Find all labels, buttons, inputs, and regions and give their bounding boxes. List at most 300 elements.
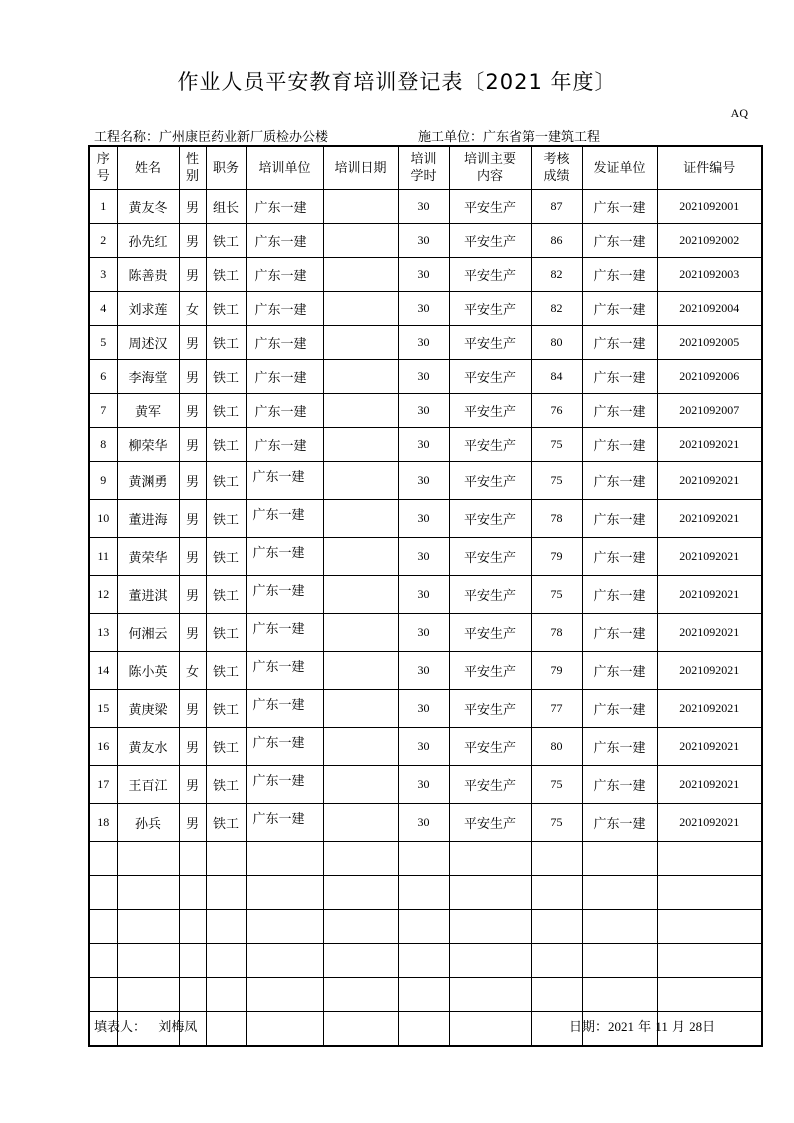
cell-gender: 男 <box>179 538 206 576</box>
cell-seq: 10 <box>89 500 117 538</box>
table-row <box>89 462 762 500</box>
cell-content: 平安生产 <box>449 804 531 842</box>
cell-cert: 2021092003 <box>657 258 762 292</box>
cell-issuer: 广东一建 <box>582 766 657 804</box>
cell-issuer: 广东一建 <box>582 428 657 462</box>
cell-unit: 广东一建 <box>246 394 323 428</box>
cell-position: 铁工 <box>206 652 246 690</box>
empty-cell <box>582 944 657 978</box>
empty-cell <box>531 842 582 876</box>
cell-unit: 广东一建 <box>246 462 323 500</box>
cell-position: 铁工 <box>206 614 246 652</box>
cell-content: 平安生产 <box>449 614 531 652</box>
cell-hours: 30 <box>398 614 449 652</box>
table-row <box>89 224 762 258</box>
contractor-value: 广东省第一建筑工程 <box>483 130 601 145</box>
cell-issuer: 广东一建 <box>582 652 657 690</box>
cell-name: 陈小英 <box>117 652 179 690</box>
cell-cert: 2021092004 <box>657 292 762 326</box>
empty-cell <box>657 876 762 910</box>
empty-cell <box>398 910 449 944</box>
empty-cell <box>531 944 582 978</box>
empty-cell <box>449 910 531 944</box>
cell-gender: 男 <box>179 728 206 766</box>
cell-seq: 7 <box>89 394 117 428</box>
cell-name: 刘求莲 <box>117 292 179 326</box>
cell-date <box>323 462 398 500</box>
empty-cell <box>449 944 531 978</box>
cell-position: 铁工 <box>206 538 246 576</box>
cell-score: 84 <box>531 360 582 394</box>
project-value: 广州康臣药业新厂质检办公楼 <box>159 130 329 145</box>
cell-gender: 女 <box>179 292 206 326</box>
empty-row <box>89 978 762 1012</box>
header-position: 职务 <box>206 146 246 190</box>
cell-hours: 30 <box>398 728 449 766</box>
cell-date <box>323 190 398 224</box>
cell-gender: 男 <box>179 766 206 804</box>
cell-hours: 30 <box>398 766 449 804</box>
cell-name: 周述汉 <box>117 326 179 360</box>
cell-score: 75 <box>531 766 582 804</box>
empty-cell <box>117 910 179 944</box>
cell-content: 平安生产 <box>449 576 531 614</box>
empty-cell <box>89 910 117 944</box>
cell-cert: 2021092021 <box>657 538 762 576</box>
empty-cell <box>657 978 762 1012</box>
cell-cert: 2021092021 <box>657 690 762 728</box>
cell-score: 82 <box>531 292 582 326</box>
header-unit: 培训单位 <box>246 146 323 190</box>
filler-name: 刘梅凤 <box>158 1020 198 1035</box>
cell-score: 75 <box>531 428 582 462</box>
cell-cert: 2021092021 <box>657 766 762 804</box>
empty-cell <box>582 842 657 876</box>
empty-cell <box>179 910 206 944</box>
cell-issuer: 广东一建 <box>582 190 657 224</box>
table-row <box>89 428 762 462</box>
empty-cell <box>323 910 398 944</box>
cell-issuer: 广东一建 <box>582 224 657 258</box>
cell-date <box>323 766 398 804</box>
cell-name: 孙兵 <box>117 804 179 842</box>
cell-name: 黄友冬 <box>117 190 179 224</box>
cell-cert: 2021092021 <box>657 614 762 652</box>
document-title: 作业人员平安教育培训登记表〔2021 年度〕 <box>177 70 617 94</box>
cell-seq: 16 <box>89 728 117 766</box>
cell-seq: 11 <box>89 538 117 576</box>
empty-cell <box>657 910 762 944</box>
cell-score: 79 <box>531 652 582 690</box>
cell-gender: 男 <box>179 224 206 258</box>
project-label: 工程名称： <box>94 130 160 145</box>
cell-content: 平安生产 <box>449 462 531 500</box>
cell-cert: 2021092006 <box>657 360 762 394</box>
cell-gender: 男 <box>179 258 206 292</box>
cell-gender: 男 <box>179 394 206 428</box>
empty-cell <box>398 978 449 1012</box>
date-month: 11 <box>655 1019 668 1034</box>
cell-name: 何湘云 <box>117 614 179 652</box>
table-row <box>89 292 762 326</box>
cell-cert: 2021092021 <box>657 728 762 766</box>
cell-issuer: 广东一建 <box>582 500 657 538</box>
empty-cell <box>206 1012 246 1047</box>
cell-seq: 9 <box>89 462 117 500</box>
cell-name: 黄庚梁 <box>117 690 179 728</box>
cell-position: 铁工 <box>206 690 246 728</box>
cell-name: 黄友水 <box>117 728 179 766</box>
empty-cell <box>206 978 246 1012</box>
header-content: 培训主要内容 <box>449 146 531 190</box>
empty-cell <box>531 978 582 1012</box>
cell-position: 铁工 <box>206 428 246 462</box>
cell-hours: 30 <box>398 258 449 292</box>
cell-name: 孙先红 <box>117 224 179 258</box>
cell-name: 黄军 <box>117 394 179 428</box>
cell-date <box>323 360 398 394</box>
cell-unit: 广东一建 <box>246 190 323 224</box>
cell-score: 80 <box>531 728 582 766</box>
cell-cert: 2021092021 <box>657 428 762 462</box>
cell-position: 铁工 <box>206 766 246 804</box>
cell-content: 平安生产 <box>449 258 531 292</box>
cell-unit: 广东一建 <box>246 258 323 292</box>
contractor-label: 施工单位： <box>418 130 484 145</box>
cell-date <box>323 728 398 766</box>
cell-hours: 30 <box>398 804 449 842</box>
cell-unit: 广东一建 <box>246 538 323 576</box>
cell-date <box>323 224 398 258</box>
cell-unit: 广东一建 <box>246 292 323 326</box>
cell-issuer: 广东一建 <box>582 258 657 292</box>
cell-issuer: 广东一建 <box>582 690 657 728</box>
cell-gender: 男 <box>179 690 206 728</box>
cell-content: 平安生产 <box>449 500 531 538</box>
cell-content: 平安生产 <box>449 428 531 462</box>
cell-score: 82 <box>531 258 582 292</box>
empty-cell <box>449 978 531 1012</box>
cell-position: 铁工 <box>206 500 246 538</box>
empty-cell <box>206 910 246 944</box>
cell-score: 86 <box>531 224 582 258</box>
cell-seq: 4 <box>89 292 117 326</box>
empty-cell <box>582 876 657 910</box>
cell-unit: 广东一建 <box>246 766 323 804</box>
cell-gender: 男 <box>179 576 206 614</box>
cell-seq: 17 <box>89 766 117 804</box>
cell-gender: 女 <box>179 652 206 690</box>
cell-issuer: 广东一建 <box>582 394 657 428</box>
cell-position: 铁工 <box>206 258 246 292</box>
cell-hours: 30 <box>398 538 449 576</box>
date-label: 日期： <box>569 1020 609 1035</box>
empty-cell <box>117 876 179 910</box>
empty-cell <box>323 978 398 1012</box>
cell-hours: 30 <box>398 224 449 258</box>
cell-date <box>323 576 398 614</box>
cell-name: 王百江 <box>117 766 179 804</box>
cell-score: 77 <box>531 690 582 728</box>
cell-issuer: 广东一建 <box>582 538 657 576</box>
cell-date <box>323 614 398 652</box>
cell-cert: 2021092021 <box>657 576 762 614</box>
cell-position: 组长 <box>206 190 246 224</box>
cell-score: 75 <box>531 576 582 614</box>
header-row <box>89 146 762 190</box>
cell-gender: 男 <box>179 804 206 842</box>
empty-cell <box>582 978 657 1012</box>
cell-cert: 2021092007 <box>657 394 762 428</box>
empty-cell <box>398 944 449 978</box>
training-register-table <box>88 145 763 1047</box>
table-body <box>89 190 762 1047</box>
cell-issuer: 广东一建 <box>582 360 657 394</box>
cell-cert: 2021092021 <box>657 500 762 538</box>
empty-cell <box>179 876 206 910</box>
empty-cell <box>531 876 582 910</box>
cell-issuer: 广东一建 <box>582 326 657 360</box>
cell-cert: 2021092002 <box>657 224 762 258</box>
header-cert: 证件编号 <box>657 146 762 190</box>
cell-content: 平安生产 <box>449 766 531 804</box>
cell-hours: 30 <box>398 576 449 614</box>
cell-cert: 2021092021 <box>657 804 762 842</box>
cell-seq: 8 <box>89 428 117 462</box>
cell-unit: 广东一建 <box>246 804 323 842</box>
empty-cell <box>323 944 398 978</box>
cell-content: 平安生产 <box>449 326 531 360</box>
table-row <box>89 766 762 804</box>
empty-cell <box>117 944 179 978</box>
header-hours: 培训学时 <box>398 146 449 190</box>
cell-score: 75 <box>531 804 582 842</box>
header-date: 培训日期 <box>323 146 398 190</box>
cell-cert: 2021092001 <box>657 190 762 224</box>
cell-issuer: 广东一建 <box>582 614 657 652</box>
cell-unit: 广东一建 <box>246 326 323 360</box>
table-row <box>89 614 762 652</box>
empty-cell <box>179 944 206 978</box>
empty-cell <box>246 876 323 910</box>
empty-cell <box>89 876 117 910</box>
cell-gender: 男 <box>179 500 206 538</box>
date-year: 2021 <box>608 1019 635 1034</box>
cell-date <box>323 804 398 842</box>
year-unit: 年 <box>638 1020 652 1035</box>
form-code: AQ <box>730 106 748 120</box>
table-row <box>89 728 762 766</box>
month-unit: 月 <box>671 1020 685 1035</box>
table-row <box>89 190 762 224</box>
empty-cell <box>246 1012 323 1047</box>
cell-content: 平安生产 <box>449 652 531 690</box>
cell-score: 75 <box>531 462 582 500</box>
cell-gender: 男 <box>179 360 206 394</box>
cell-name: 董进淇 <box>117 576 179 614</box>
cell-seq: 5 <box>89 326 117 360</box>
cell-issuer: 广东一建 <box>582 728 657 766</box>
empty-cell <box>179 842 206 876</box>
empty-cell <box>246 842 323 876</box>
cell-position: 铁工 <box>206 728 246 766</box>
cell-date <box>323 428 398 462</box>
table-row <box>89 652 762 690</box>
table-row <box>89 258 762 292</box>
cell-name: 李海堂 <box>117 360 179 394</box>
project-name-line <box>94 126 328 145</box>
table-row <box>89 690 762 728</box>
cell-date <box>323 394 398 428</box>
cell-gender: 男 <box>179 614 206 652</box>
cell-hours: 30 <box>398 652 449 690</box>
cell-seq: 18 <box>89 804 117 842</box>
cell-gender: 男 <box>179 428 206 462</box>
filler-line <box>94 1016 197 1035</box>
empty-cell <box>398 1012 449 1047</box>
filler-label: 填表人： <box>94 1020 147 1035</box>
cell-issuer: 广东一建 <box>582 576 657 614</box>
table-row <box>89 538 762 576</box>
empty-cell <box>206 944 246 978</box>
cell-name: 黄荣华 <box>117 538 179 576</box>
cell-hours: 30 <box>398 462 449 500</box>
cell-unit: 广东一建 <box>246 224 323 258</box>
empty-cell <box>246 944 323 978</box>
cell-unit: 广东一建 <box>246 728 323 766</box>
table-row <box>89 576 762 614</box>
empty-cell <box>89 944 117 978</box>
empty-cell <box>531 910 582 944</box>
cell-position: 铁工 <box>206 394 246 428</box>
table-row <box>89 326 762 360</box>
cell-score: 76 <box>531 394 582 428</box>
cell-seq: 12 <box>89 576 117 614</box>
cell-seq: 15 <box>89 690 117 728</box>
cell-hours: 30 <box>398 292 449 326</box>
header-name: 姓名 <box>117 146 179 190</box>
table-row <box>89 394 762 428</box>
cell-unit: 广东一建 <box>246 360 323 394</box>
contractor-line <box>418 126 600 145</box>
cell-content: 平安生产 <box>449 538 531 576</box>
empty-cell <box>323 1012 398 1047</box>
cell-gender: 男 <box>179 190 206 224</box>
cell-gender: 男 <box>179 462 206 500</box>
empty-cell <box>398 842 449 876</box>
cell-unit: 广东一建 <box>246 576 323 614</box>
cell-position: 铁工 <box>206 224 246 258</box>
cell-position: 铁工 <box>206 804 246 842</box>
empty-cell <box>246 910 323 944</box>
cell-unit: 广东一建 <box>246 690 323 728</box>
cell-date <box>323 500 398 538</box>
cell-issuer: 广东一建 <box>582 292 657 326</box>
cell-position: 铁工 <box>206 360 246 394</box>
cell-date <box>323 258 398 292</box>
cell-content: 平安生产 <box>449 728 531 766</box>
header-seq: 序号 <box>89 146 117 190</box>
empty-cell <box>206 842 246 876</box>
day-unit: 日 <box>702 1020 716 1035</box>
cell-date <box>323 690 398 728</box>
cell-name: 董进海 <box>117 500 179 538</box>
empty-cell <box>323 876 398 910</box>
cell-hours: 30 <box>398 500 449 538</box>
cell-position: 铁工 <box>206 462 246 500</box>
cell-unit: 广东一建 <box>246 614 323 652</box>
cell-cert: 2021092005 <box>657 326 762 360</box>
empty-cell <box>179 978 206 1012</box>
cell-issuer: 广东一建 <box>582 462 657 500</box>
cell-unit: 广东一建 <box>246 500 323 538</box>
cell-score: 87 <box>531 190 582 224</box>
cell-score: 78 <box>531 614 582 652</box>
cell-gender: 男 <box>179 326 206 360</box>
empty-cell <box>582 910 657 944</box>
header-gender: 性别 <box>179 146 206 190</box>
empty-cell <box>323 842 398 876</box>
cell-name: 柳荣华 <box>117 428 179 462</box>
cell-name: 陈善贵 <box>117 258 179 292</box>
empty-cell <box>89 978 117 1012</box>
cell-score: 79 <box>531 538 582 576</box>
cell-seq: 3 <box>89 258 117 292</box>
cell-content: 平安生产 <box>449 292 531 326</box>
cell-hours: 30 <box>398 190 449 224</box>
cell-date <box>323 292 398 326</box>
cell-cert: 2021092021 <box>657 462 762 500</box>
empty-cell <box>449 842 531 876</box>
cell-score: 78 <box>531 500 582 538</box>
empty-cell <box>117 978 179 1012</box>
table-row <box>89 500 762 538</box>
cell-date <box>323 652 398 690</box>
cell-content: 平安生产 <box>449 394 531 428</box>
cell-seq: 6 <box>89 360 117 394</box>
cell-date <box>323 326 398 360</box>
header-issuer: 发证单位 <box>582 146 657 190</box>
cell-hours: 30 <box>398 394 449 428</box>
empty-cell <box>657 842 762 876</box>
cell-content: 平安生产 <box>449 690 531 728</box>
cell-hours: 30 <box>398 428 449 462</box>
empty-cell <box>449 1012 531 1047</box>
cell-position: 铁工 <box>206 326 246 360</box>
table-row <box>89 804 762 842</box>
cell-date <box>323 538 398 576</box>
empty-cell <box>89 842 117 876</box>
empty-row <box>89 910 762 944</box>
empty-row <box>89 876 762 910</box>
cell-unit: 广东一建 <box>246 428 323 462</box>
empty-cell <box>398 876 449 910</box>
header-score: 考核成绩 <box>531 146 582 190</box>
empty-row <box>89 842 762 876</box>
empty-row <box>89 944 762 978</box>
cell-seq: 13 <box>89 614 117 652</box>
cell-content: 平安生产 <box>449 190 531 224</box>
cell-hours: 30 <box>398 360 449 394</box>
empty-cell <box>117 842 179 876</box>
cell-position: 铁工 <box>206 576 246 614</box>
cell-position: 铁工 <box>206 292 246 326</box>
cell-unit: 广东一建 <box>246 652 323 690</box>
date-line <box>569 1016 715 1035</box>
cell-cert: 2021092021 <box>657 652 762 690</box>
cell-seq: 2 <box>89 224 117 258</box>
empty-cell <box>206 876 246 910</box>
